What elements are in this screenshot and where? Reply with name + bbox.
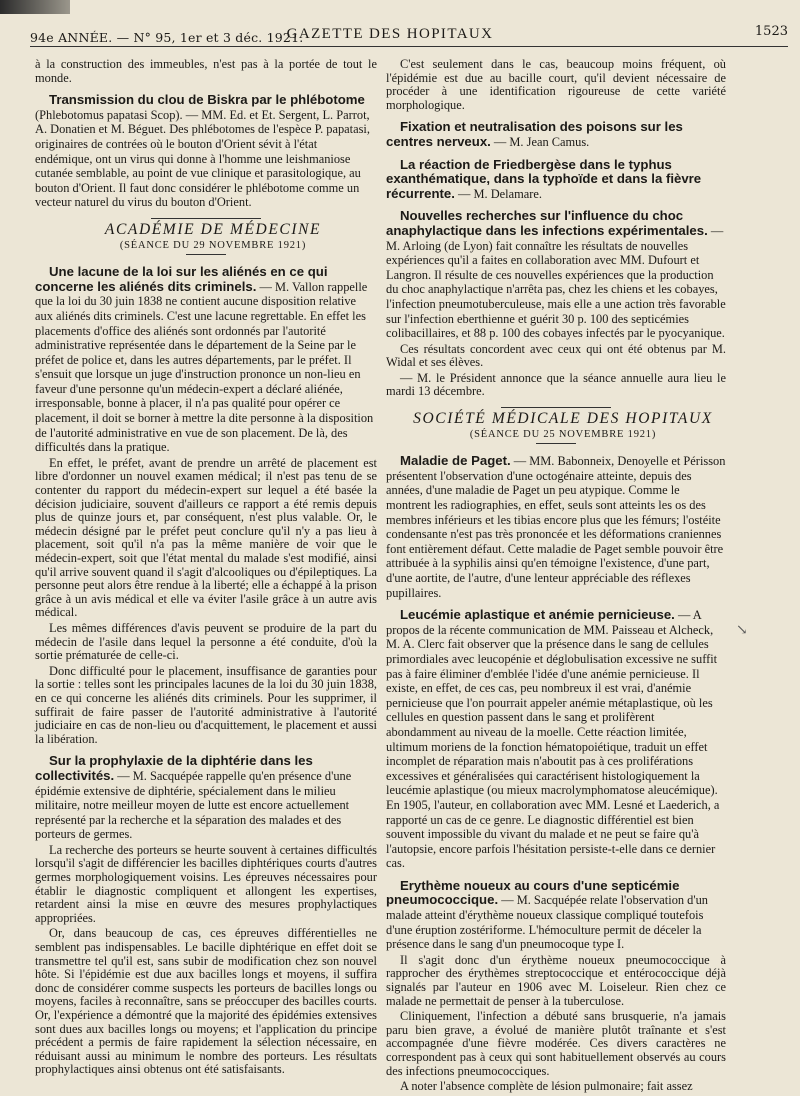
article-heading-leucemie (386, 608, 726, 871)
article-heading-diphterie (35, 754, 377, 842)
article-title: Fixation et neutralisation des poisons sur les centres nerveux. (386, 119, 683, 149)
article-heading-paget (386, 454, 726, 600)
article-body: — M. Sacquépée relate l'observation d'un malade atteint d'érythème noueux classique compliqué toutefois d'une éruption zostériforme. L'hémoculture permit de déceler la présence dans le sang d'un pneumocoque type I. (386, 893, 709, 952)
page-header (30, 24, 788, 47)
paragraph: A noter l'absence complète de lésion pulmonaire; fait assez (400, 1079, 693, 1094)
section-title-societe: SOCIÉTÉ MÉDICALE DES HOPITAUX (413, 410, 713, 428)
margin-pencil-mark: ↘ (736, 622, 748, 638)
journal-title: GAZETTE DES HOPITAUX (286, 26, 494, 42)
article-body: — M. Jean Camus. (490, 134, 590, 149)
paragraph: — M. le Président annonce que la séance annuelle aura lieu le mardi 13 décembre. (386, 370, 726, 399)
article-body: — MM. Babonneix, Denoyelle et Périsson présentent l'observation d'une octogénaire atteinte, depuis des années, d'une maladie de Paget un peu atypique. Comme le montrent les radiographies, en effet, seuls sont atteints les os des membres inférieurs et les tibias encore plus que les fémurs; l'ostéite condensante n'est pas très prononcée et les déformations craniennes font entièrement défaut. Cette maladie de Paget semble pouvoir être attribuée à la syphilis ainsi qu'en témoigne l'existence, d'une part, d'une aortite, de l'autre, d'une lenteur appréciable des réflexes pupillaires. (386, 454, 726, 600)
paragraph: En effet, le préfet, avant de prendre un arrêté de placement est libre d'ordonner un nouvel examen médical; il n'est pas tenu de se contenter du rapport du médecin-expert sur lequel a été basée la décision judiciaire, souvent d'ailleurs ce rapport a été remis depuis plus de quinze jours et, par conséquent, n'est plus valable. Or, le médecin désigné par le préfet peut conclure qu'il n'y a pas lieu à placement, soit qu'il n'a pas la même manière de voir que le médecin-expert, soit que l'état mental du malade s'est modifié, ainsi qu'il arrive souvent quand il s'agit d'alcooliques ou d'épileptiques. La personne peut alors être rendue à la liberté; elle a échappé à la prison grâce à un avis médical et elle va éviter l'asile grâce à un autre avis médical. (35, 455, 377, 620)
right-column (386, 58, 726, 1096)
article-body: — M. Delamare. (454, 186, 542, 201)
paragraph: Or, dans beaucoup de cas, ces épreuves différentielles ne semblent pas indispensables. Le bacille diphtérique en effet doit se transmettre tel qu'il est, sans subir de modification chez son nouvel hôte. Si l'épidémie est due aux bacilles longs et moyens, il suffira donc de considérer comme suspects les porteurs de bacilles longs ou moyens, faciles à reconnaître, sans se préoccuper des bacilles courts. Or, l'expérience a démontré que la majorité des épidémies extensives sont dues aux bacilles longs ou moyens; et l'application du principe précédent a permis de faire rapidement la sélection nécessaire, en réduisant aussi au minimum le nombre des porteurs. Les résultats prophylactiques ainsi obtenus ont été satisfaisants. (35, 926, 377, 1077)
article-body: — M. Arloing (de Lyon) fait connaître les résultats de nouvelles expériences qu'il a faites en collaboration avec MM. Dufourt et Langron. Il résulte de ces nouvelles expériences que la production du choc anaphylactique n'arrêta pas, chez les chiens et les cobayes, l'infection pneumotuberculeuse, mais elle a une action très favorable sur l'infection eberthienne et guérit 30 p. 100 des septicémies colibacillaires, et 88 p. 100 des cobayes infectés par le pyocyanique. (386, 223, 726, 341)
article-title: Maladie de Paget. (400, 453, 511, 469)
article-heading-poisons (386, 120, 726, 149)
article-body: — A propos de la récente communication de MM. Paisseau et Alcheck, M. A. Clerc fait observer que la présence dans le sang de cellules primordiales avec leucopénie et déglobulisation excessive ne suffit pas à faire éliminer d'emblée l'idée d'une anémie pernicieuse. Il existe, en effet, de ces cas, peu nombreux il est vrai, d'anémie pernicieuse que l'on pourrait appeler anémie métaplastique, où les cellules en question passent dans le sang et prolifèrent abondamment au niveau de la moelle. Cette réaction limitée, ultimum moriens de la fonction hématopoiétique, traduit un effet incomplet de réparation mais n'aboutit pas à ces proliférations excessives et généralisées qui caractérisent histologiquement la leucémie aplastique (ou mieux macrolymphomatose aleucémique). En 1905, l'auteur, en collaboration avec MM. Lesné et Laederich, a rapporté un cas de ce genre. Le diagnostic différentiel est bien souvent impossible du vivant du malade et ne peut se faire qu'à l'autopsie, encore parfois l'hésitation persiste-t-elle dans ce dernier cas. (386, 608, 720, 871)
article-title: Sur la prophylaxie de la diphtérie dans les collectivités. (35, 753, 313, 783)
section-title-academie: ACADÉMIE DE MÉDECINE (104, 220, 322, 238)
paragraph: Cliniquement, l'infection a débuté sans brusquerie, n'a jamais paru bien grave, a évolué de manière plutôt traînante et s'est accompagnée d'une fièvre modérée. Ces divers caractères ne correspondent pas à ceux qui sont habituellement observés au cours des infections pneumococciques. (386, 1009, 726, 1078)
article-body: (Phlebotomus papatasi Scop). — MM. Ed. et Et. Sergent, L. Parrot, A. Donatien et M. Béguet. Des phlébotomes de l'espèce P. papatasi, originaires de contrées où le bouton d'Orient sévit à l'état endémique, ont un virus qui donne à l'homme une leishmaniose cutanée semblable, au point de vue clinique et parasitologique, au bouton d'Orient. Il faut donc considérer le phlébotome comme un vecteur naturel du virus du bouton d'Orient. (35, 107, 370, 210)
session-date: (SÉANCE DU 29 NOVEMBRE 1921) (119, 239, 307, 251)
article-title: Une lacune de la loi sur les aliénés en ce qui concerne les aliénés dits criminels. (35, 264, 328, 294)
paragraph: Il s'agit donc d'un érythème noueux pneumococcique à rapprocher des érythèmes streptococcique et entérococcique déjà signalés par l'auteur en 1906 avec M. Loiseleur. Rien chez ce malade ne permettait de penser à la tuberculose. (386, 952, 726, 1008)
issue-info: 94e ANNÉE. — N° 95, 1er et 3 déc. 1921. (30, 30, 304, 45)
section-divider (501, 407, 611, 408)
continuation-paragraph: C'est seulement dans le cas, beaucoup moins fréquent, où l'épidémie est due au bacille court, qu'il devient nécessaire de procéder à une identification rigoureuse de cette variété morphologique. (386, 57, 726, 112)
article-heading-erytheme (386, 879, 726, 952)
article-heading-biskra (35, 93, 377, 210)
article-title: Transmission du clou de Biskra par le phlébotome (49, 92, 365, 108)
paragraph: Les mêmes différences d'avis peuvent se produire de la part du médecin de l'asile dans lequel la personne a été conduite, d'où la sortie prématurée de celle-ci. (35, 620, 377, 663)
page-number: 1523 (754, 24, 788, 39)
short-divider (186, 254, 226, 255)
article-title: Nouvelles recherches sur l'influence du choc anaphylactique dans les infections expérimentales. (386, 208, 708, 238)
article-title: La réaction de Friedbergèse dans le typhus exanthématique, dans la typhoïde et dans la fièvre récurrente. (386, 156, 702, 201)
short-divider (536, 443, 576, 444)
article-heading-choc (386, 209, 726, 340)
paragraph: Donc difficulté pour le placement, insuffisance de garanties pour la sortie : telles sont les principales lacunes de la loi du 30 juin 1838, en ce qui concerne les aliénés dits criminels. Pour les supprimer, il suffirait de faire passer de l'autorité administrative à l'autorité judiciaire en cas de non-lieu ou d'acquittement, le placement et aussi la libération. (35, 663, 377, 746)
left-column (35, 58, 377, 1079)
article-body: — M. Vallon rappelle que la loi du 30 juin 1838 ne contient aucune disposition relative aux aliénés dits criminels. C'est une lacune regrettable. En effet les placements d'office des aliénés sont ordonnés par l'autorité administrative représentée dans le département de la Seine par le préfet de police et, dans les autres départements, par le préfet. Il s'ensuit que lorsque un juge d'instruction prononce un non-lieu en faveur d'une personne qu'un médecin-expert a déclaré aliénée, irresponsable, bonne à placer, il n'a pas qualité pour opérer ce placement, il doit se borner à mettre la dite personne à la disposition de l'autorité administrative en vue de son placement. De là, des difficultés dans la pratique. (35, 279, 374, 455)
continuation-paragraph: à la construction des immeubles, n'est pas à la portée de tout le monde. (35, 57, 377, 85)
section-divider (151, 218, 261, 219)
article-heading-alienes (35, 265, 377, 455)
article-body: — M. Sacquépée rappelle qu'en présence d'une épidémie extensive de diphtérie, spécialement dans le milieu militaire, notre meilleur moyen de lutte est encore actuellement représenté par la recherche et la séparation des malades et des porteurs de germes. (35, 768, 352, 842)
article-heading-friedbergese (386, 158, 726, 202)
page-corner-shadow (0, 0, 70, 14)
session-date: (SÉANCE DU 25 NOVEMBRE 1921) (469, 428, 657, 440)
paragraph: La recherche des porteurs se heurte souvent à certaines difficultés lorsqu'il s'agit de différencier les bacilles diphtériques courts d'autres germes morphologiquement voisins. Les épreuves nécessaires pour établir le diagnostic compliquent et allongent les expertises, retardent ainsi la mise en œuvre des mesures prophylactiques appropriées. (35, 842, 377, 925)
article-title: Erythème noueux au cours d'une septicémie pneumococcique. (386, 877, 680, 908)
article-title: Leucémie aplastique et anémie pernicieuse. (400, 607, 675, 623)
paragraph: Ces résultats concordent avec ceux qui ont été obtenus par M. Widal et ses élèves. (386, 341, 726, 370)
